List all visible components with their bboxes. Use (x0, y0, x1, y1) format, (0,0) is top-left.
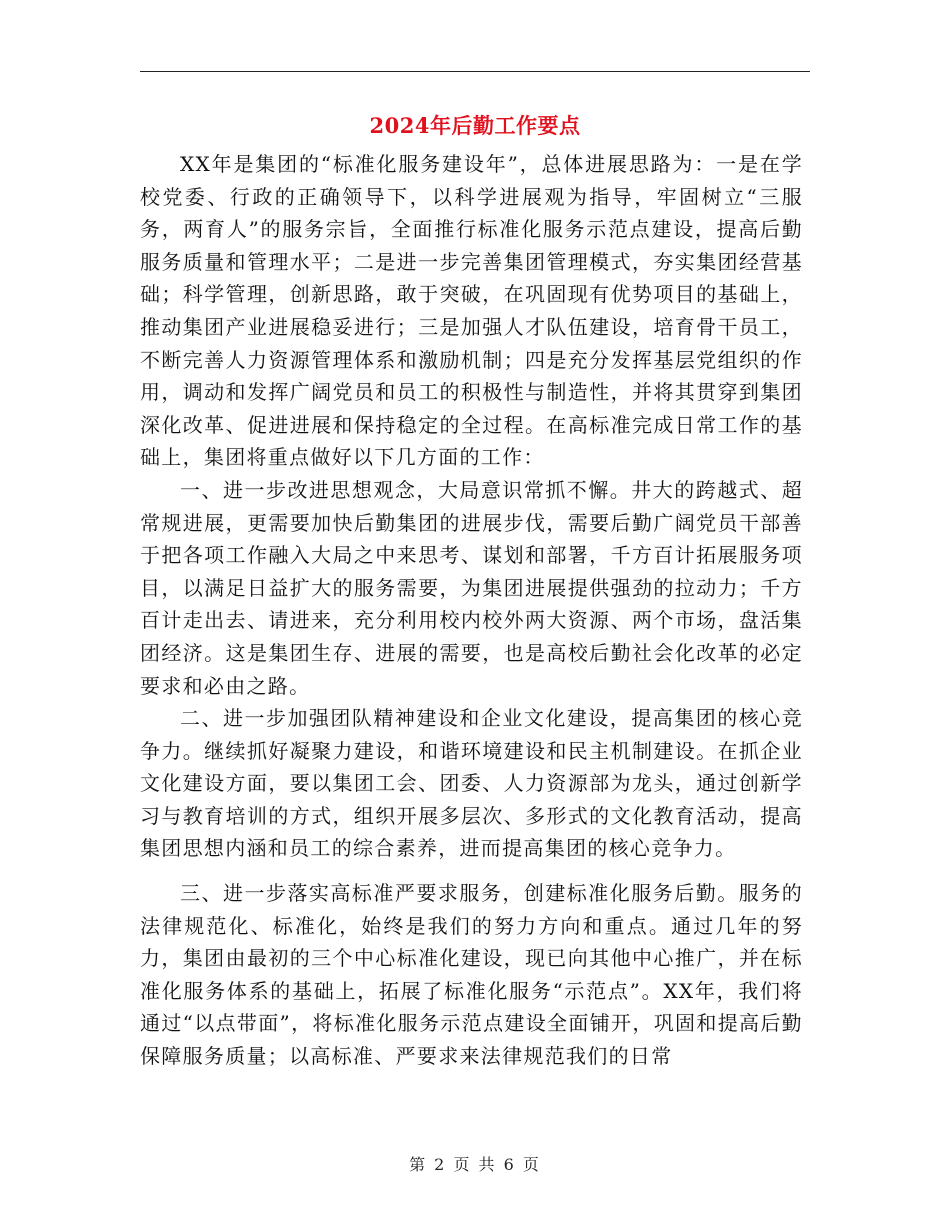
paragraph-point-2: 二、进一步加强团队精神建设和企业文化建设，提高集团的核心竞争力。继续抓好凝聚力建设，和谐环境建设和民主机制建设。在抓企业文化建设方面，要以集团工会、团委、人力资源部为龙头，通过创新学习与教育培训的方式，组织开展多层次、多形式的文化教育活动，提高集团思想内涵和员工的综合素养，进而提高集团的核心竞争力。 (140, 706, 803, 861)
header-rule (140, 71, 810, 72)
paragraph-intro: XX年是集团的“标准化服务建设年”，总体进展思路为：一是在学校党委、行政的正确领导下，以科学进展观为指导，牢固树立“三服务，两育人”的服务宗旨，全面推行标准化服务示范点建设，提高后勤服务质量和管理水平；二是进一步完善集团管理模式，夯实集团经营基础；科学管理，创新思路，敢于突破，在巩固现有优势项目的基础上，推动集团产业进展稳妥进行；三是加强人才队伍建设，培育骨干员工，不断完善人力资源管理体系和激励机制；四是充分发挥基层党组织的作用，调动和发挥广阔党员和员工的积极性与制造性，并将其贯穿到集团深化改革、促进进展和保持稳定的全过程。在高标准完成日常工作的基础上，集团将重点做好以下几方面的工作： (140, 152, 803, 470)
document-title: 2024年后勤工作要点 (369, 113, 581, 138)
document-body (140, 148, 803, 1073)
paragraph-point-3: 三、进一步落实高标准严要求服务，创建标准化服务后勤。服务的法律规范化、标准化，始终是我们的努力方向和重点。通过几年的努力，集团由最初的三个中心标准化建设，现已向其他中心推广，并在标准化服务体系的基础上，拓展了标准化服务“示范点”。XX年，我们将通过“以点带面”，将标准化服务示范点建设全面铺开，巩固和提高后勤保障服务质量；以高标准、严要求来法律规范我们的日常 (140, 881, 803, 1069)
paragraph-point-1: 一、进一步改进思想观念，大局意识常抓不懈。井大的跨越式、超常规进展，更需要加快后勤集团的进展步伐，需要后勤广阔党员干部善于把各项工作融入大局之中来思考、谋划和部署，千方百计拓展服务项目，以满足日益扩大的服务需要，为集团进展提供强劲的拉动力；千方百计走出去、请进来，充分利用校内校外两大资源、两个市场，盘活集团经济。这是集团生存、进展的需要，也是高校后勤社会化改革的必定要求和必由之路。 (140, 477, 803, 698)
page-footer: 第 2 页 共 6 页 (409, 1155, 541, 1174)
